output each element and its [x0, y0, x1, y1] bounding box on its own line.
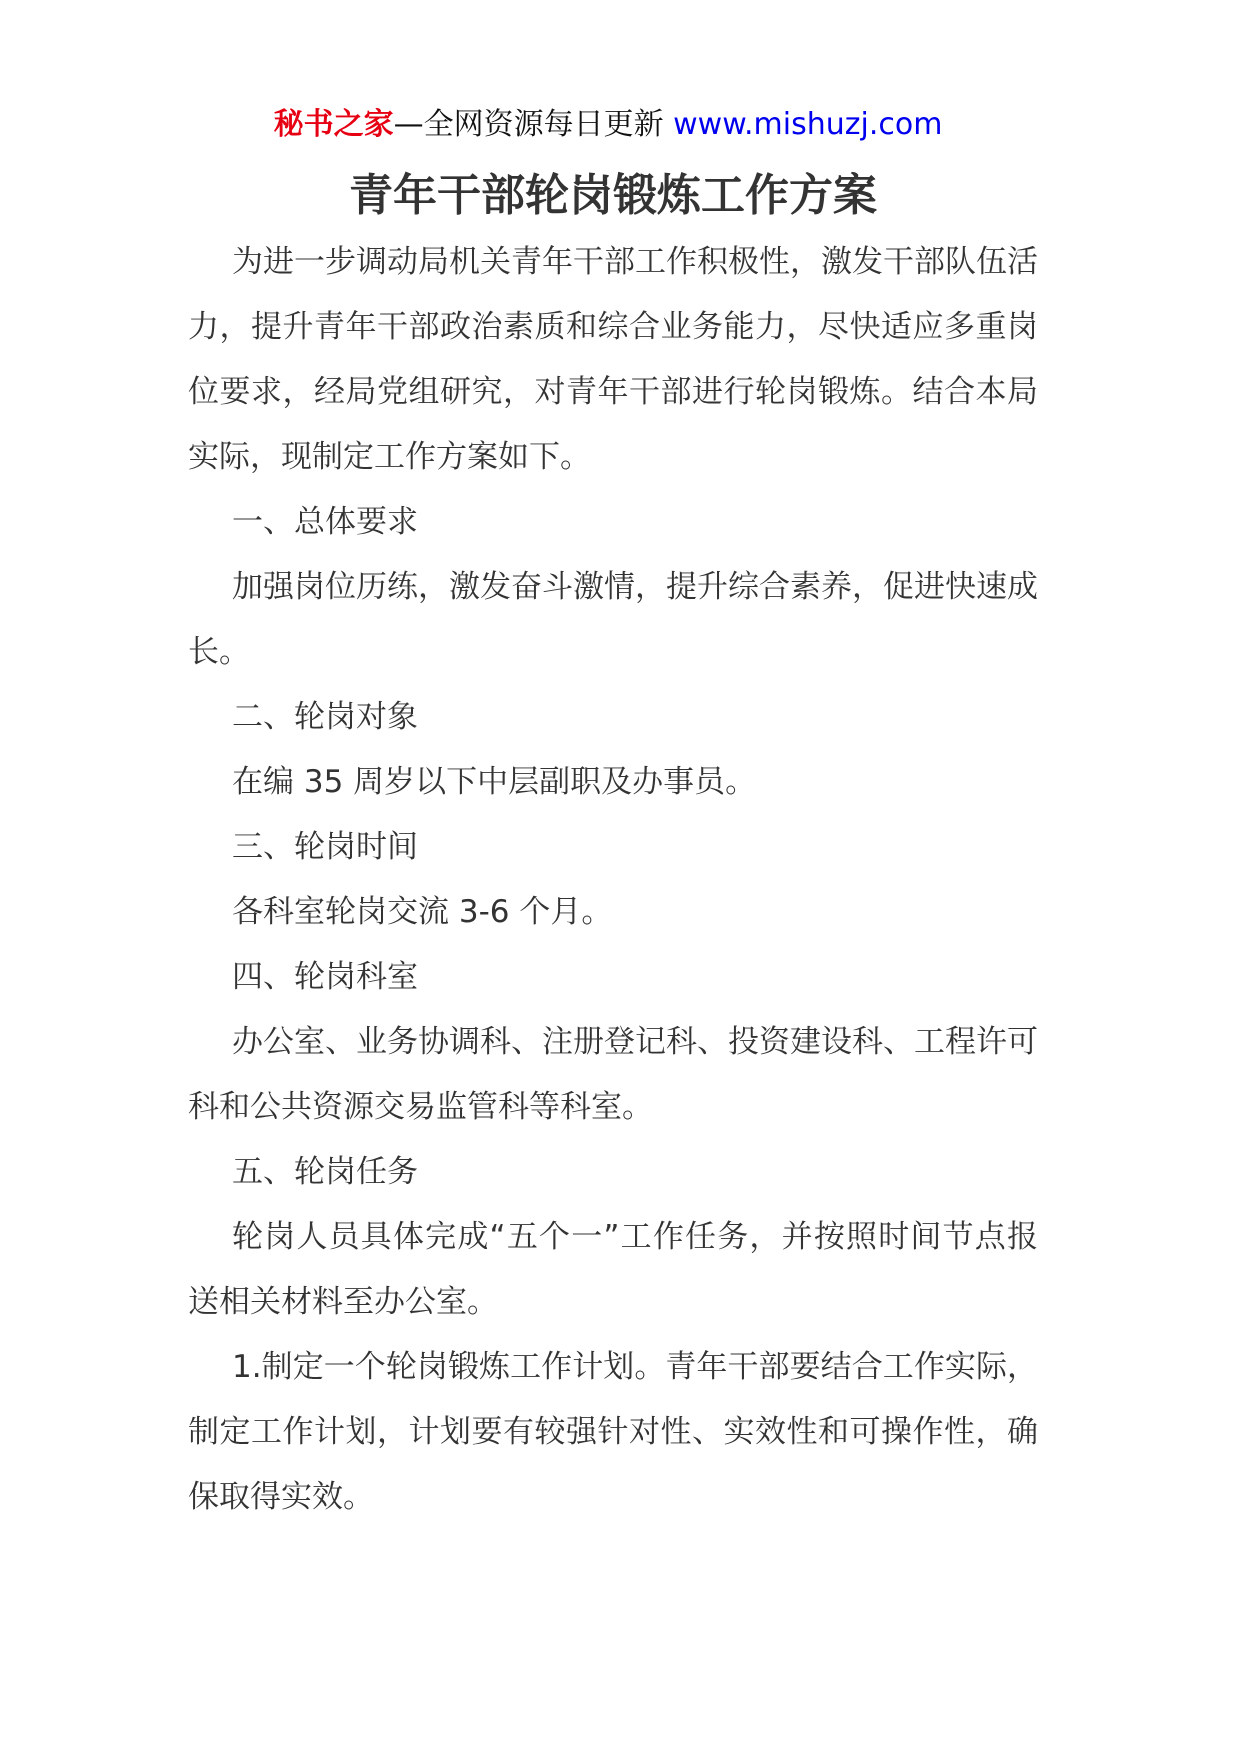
paragraph-rotation-departments: 办公室、业务协调科、注册登记科、投资建设科、工程许可科和公共资源交易监管科等科室。 [188, 1024, 1038, 1125]
site-brand: 秘书之家 [273, 107, 394, 142]
site-slogan: —全网资源每日更新 [393, 107, 664, 142]
intro-paragraph: 为进一步调动局机关青年干部工作积极性，激发干部队伍活力，提升青年干部政治素质和综合业务能力，尽快适应多重岗位要求，经局党组研究，对青年干部进行轮岗锻炼。结合本局实际，现制定工作方案如下。 [188, 244, 1038, 475]
document-page [188, 100, 1038, 1530]
site-url-link[interactable]: www.mishuzj.com [673, 107, 943, 142]
paragraph-general-requirements: 加强岗位历练，激发奋斗激情，提升综合素养，促进快速成长。 [188, 569, 1038, 670]
site-header [178, 100, 1038, 150]
document-title: 青年干部轮岗锻炼工作方案 [349, 170, 877, 221]
paragraph-rotation-targets: 在编 35 周岁以下中层副职及办事员。 [232, 764, 757, 800]
section-heading-rotation-targets: 二、轮岗对象 [232, 699, 418, 735]
section-heading-rotation-tasks: 五、轮岗任务 [232, 1154, 418, 1190]
section-heading-rotation-departments: 四、轮岗科室 [232, 959, 418, 995]
section-heading-rotation-time: 三、轮岗时间 [232, 829, 418, 865]
paragraph-task-item-1: 1.制定一个轮岗锻炼工作计划。青年干部要结合工作实际，制定工作计划，计划要有较强针对性、实效性和可操作性，确保取得实效。 [188, 1349, 1038, 1515]
paragraph-rotation-tasks: 轮岗人员具体完成“五个一”工作任务，并按照时间节点报送相关材料至办公室。 [188, 1219, 1038, 1320]
paragraph-rotation-time: 各科室轮岗交流 3-6 个月。 [232, 894, 613, 930]
section-heading-general-requirements: 一、总体要求 [232, 504, 418, 540]
